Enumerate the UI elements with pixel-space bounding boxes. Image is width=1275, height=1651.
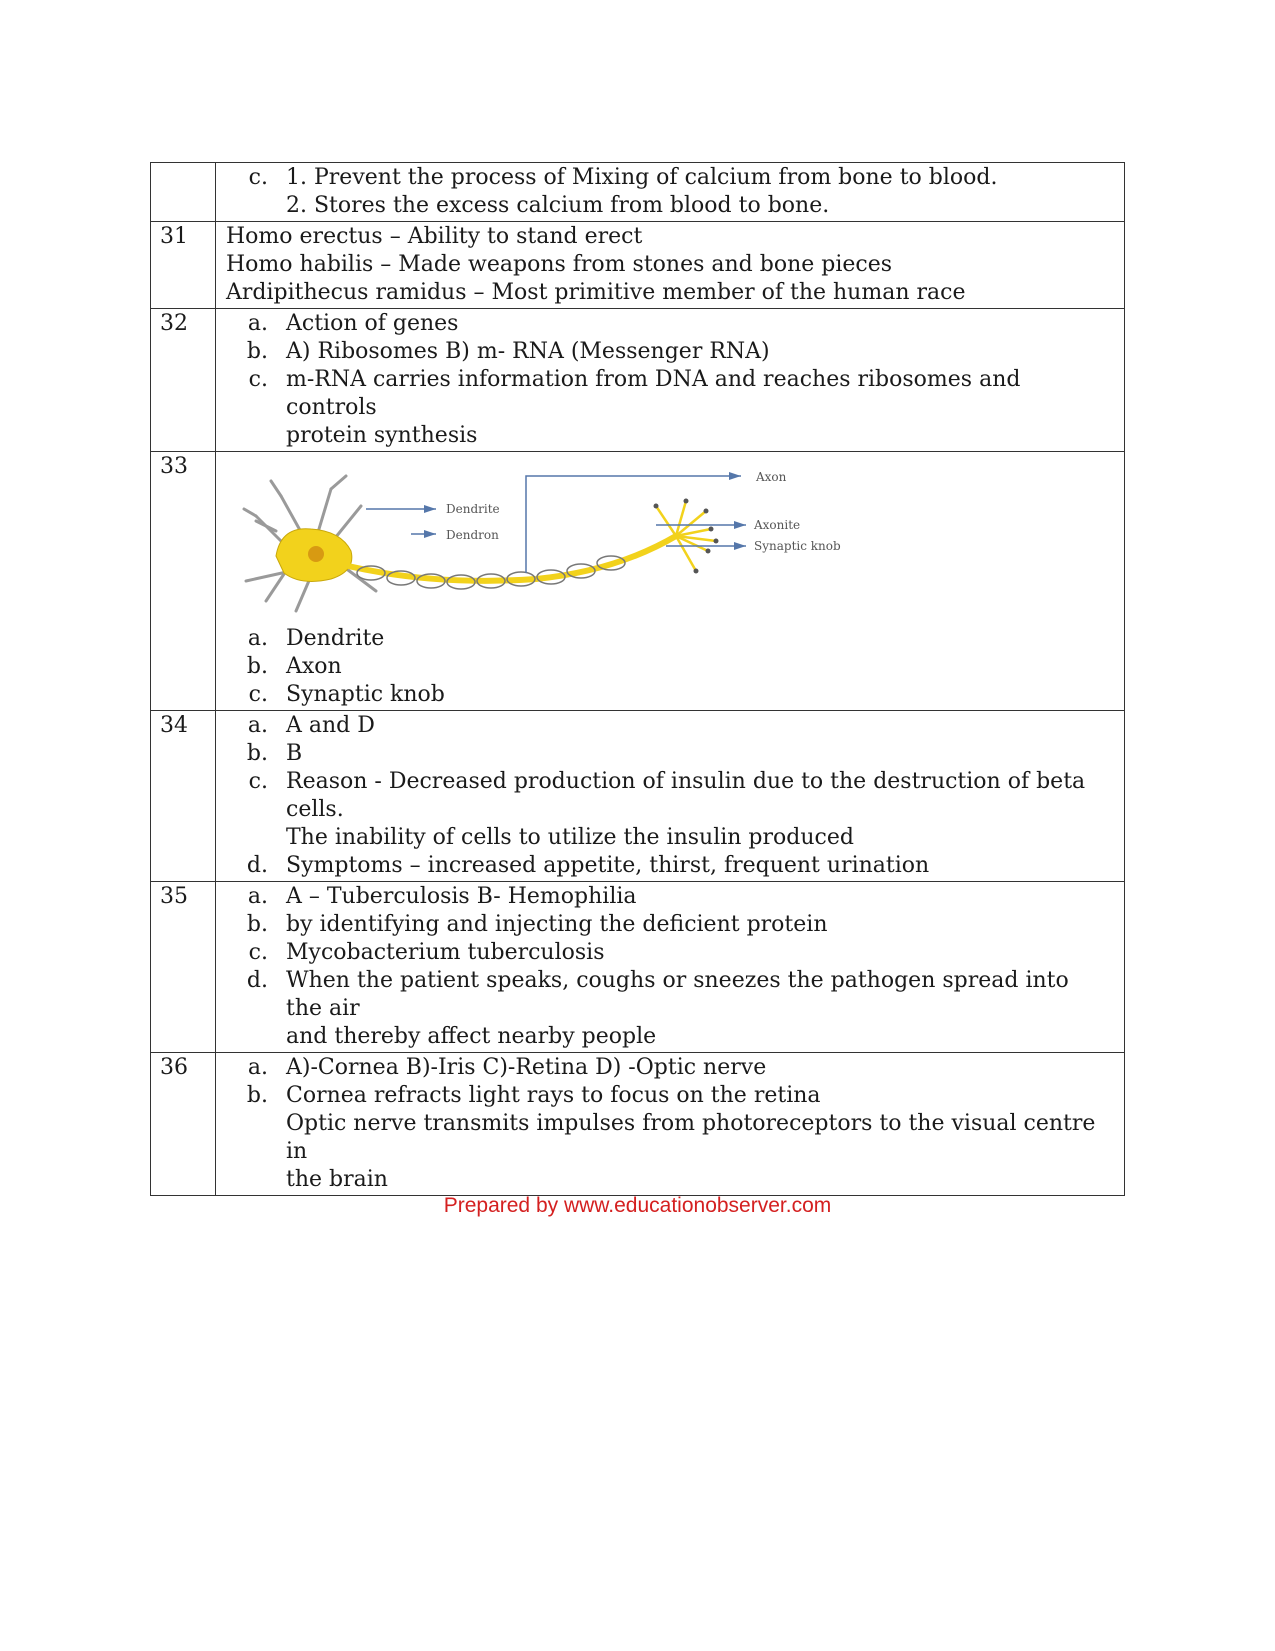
synaptic-knob-dot	[694, 569, 699, 574]
question-number: 36	[151, 1053, 216, 1196]
answer-row	[151, 163, 1125, 222]
label-dendrite: Dendrite	[446, 502, 500, 516]
answer-content	[216, 222, 1125, 309]
answer-item	[216, 1082, 1124, 1110]
item-text: Symptoms – increased appetite, thirst, frequent urination	[286, 853, 930, 878]
answer-content	[216, 163, 1125, 222]
item-marker: c.	[248, 367, 268, 392]
answer-item	[216, 939, 1124, 967]
question-number: 31	[151, 222, 216, 309]
item-marker: b.	[246, 654, 268, 679]
item-text: 2. Stores the excess calcium from blood to bone.	[286, 193, 830, 218]
answer-item	[216, 625, 1124, 653]
item-text: Axon	[286, 654, 342, 679]
dendron-arrow-head	[424, 530, 436, 538]
item-marker	[216, 422, 286, 450]
answer-row	[151, 222, 1125, 309]
item-text: by identifying and injecting the deficient protein	[286, 912, 828, 937]
item-marker: a.	[247, 626, 268, 651]
item-text: Action of genes	[286, 311, 459, 336]
synaptic-knob-dot	[706, 549, 711, 554]
item-text: Mycobacterium tuberculosis	[286, 940, 605, 965]
dendrite-branch	[244, 509, 256, 516]
item-text: Cornea refracts light rays to focus on the retina	[286, 1083, 821, 1108]
item-text: The inability of cells to utilize the insulin produced	[286, 825, 854, 850]
label-dendron: Dendron	[446, 528, 499, 542]
answer-line: Homo habilis – Made weapons from stones and bone pieces	[226, 252, 893, 277]
item-text: A) Ribosomes B) m- RNA (Messenger RNA)	[286, 339, 770, 364]
answer-item	[216, 768, 1124, 824]
answer-item	[216, 1166, 1124, 1194]
answer-row	[151, 711, 1125, 882]
item-text: A and D	[286, 713, 375, 738]
answer-item	[216, 712, 1124, 740]
item-marker: c.	[248, 940, 268, 965]
item-marker	[216, 1023, 286, 1051]
item-marker	[216, 1110, 286, 1166]
item-marker: b.	[246, 339, 268, 364]
item-text: A – Tuberculosis B- Hemophilia	[286, 884, 637, 909]
answer-item	[216, 1110, 1124, 1166]
item-marker: a.	[247, 1055, 268, 1080]
item-marker: c.	[248, 682, 268, 707]
item-text: m-RNA carries information from DNA and reaches ribosomes and controls	[286, 367, 1021, 420]
item-text: Synaptic knob	[286, 682, 445, 707]
axonite-arrow-head	[734, 521, 746, 529]
item-marker: a.	[247, 713, 268, 738]
item-marker	[216, 192, 286, 220]
synaptic-knob-dot	[709, 527, 714, 532]
item-text: B	[286, 741, 303, 766]
answer-content	[216, 882, 1125, 1053]
answer-row	[151, 1053, 1125, 1196]
question-number: 32	[151, 309, 216, 452]
synaptic-knob-dot	[714, 539, 719, 544]
answer-item	[216, 338, 1124, 366]
question-number	[151, 163, 216, 222]
answer-item	[216, 366, 1124, 422]
answer-row	[151, 309, 1125, 452]
answer-item	[216, 422, 1124, 450]
synaptic-knob-dot	[684, 499, 689, 504]
synaptic-knob-dot	[654, 504, 659, 509]
item-marker: b.	[246, 1083, 268, 1108]
answer-content	[216, 1053, 1125, 1196]
item-marker: a.	[247, 311, 268, 336]
answer-item	[216, 967, 1124, 1023]
answer-item	[216, 740, 1124, 768]
item-marker: b.	[246, 912, 268, 937]
answer-item	[216, 883, 1124, 911]
item-text: Reason - Decreased production of insulin due to the destruction of beta cells.	[286, 769, 1086, 822]
item-text: 1. Prevent the process of Mixing of calcium from bone to blood.	[286, 165, 998, 190]
item-text: and thereby affect nearby people	[286, 1024, 657, 1049]
item-text: When the patient speaks, coughs or sneezes the pathogen spread into the air	[286, 968, 1069, 1021]
answer-table	[150, 162, 1125, 1196]
axonite-branch	[656, 506, 676, 536]
answer-content	[216, 309, 1125, 452]
dendrite-branch	[256, 521, 276, 531]
item-text: Dendrite	[286, 626, 385, 651]
axon-arrow-head	[729, 472, 741, 480]
item-text: protein synthesis	[286, 423, 478, 448]
dendrite-branch	[271, 481, 281, 496]
label-synaptic-knob: Synaptic knob	[754, 539, 841, 553]
neuron-diagram	[236, 461, 876, 621]
item-marker	[216, 1166, 286, 1194]
label-axonite: Axonite	[754, 518, 801, 532]
question-number: 33	[151, 452, 216, 711]
answer-row	[151, 452, 1125, 711]
item-marker: b.	[246, 741, 268, 766]
item-marker: d.	[246, 853, 268, 878]
answer-row	[151, 882, 1125, 1053]
item-text: A)-Cornea B)-Iris C)-Retina D) -Optic nerve	[286, 1055, 767, 1080]
dendrite-arrow-head	[424, 505, 436, 513]
answer-item	[216, 852, 1124, 880]
question-number: 34	[151, 711, 216, 882]
answer-item	[216, 911, 1124, 939]
answer-item	[216, 164, 1124, 192]
answer-item	[216, 192, 1124, 220]
answer-content	[216, 711, 1125, 882]
synaptic-knob-dot	[704, 509, 709, 514]
item-text: the brain	[286, 1167, 388, 1192]
item-marker	[216, 824, 286, 852]
item-text: Optic nerve transmits impulses from photoreceptors to the visual centre in	[286, 1111, 1096, 1164]
item-marker: d.	[246, 968, 268, 993]
synaptic-knob-arrow-head	[734, 542, 746, 550]
answer-item	[216, 653, 1124, 681]
item-marker: a.	[247, 884, 268, 909]
item-marker: c.	[248, 165, 268, 190]
question-number: 35	[151, 882, 216, 1053]
answer-item	[216, 1023, 1124, 1051]
nucleus	[308, 546, 324, 562]
answer-item	[216, 1054, 1124, 1082]
footer-credit: Prepared by www.educationobserver.com	[443, 1194, 832, 1217]
answer-content	[216, 452, 1125, 711]
answer-item	[216, 681, 1124, 709]
answer-line: Homo erectus – Ability to stand erect	[226, 224, 643, 249]
dendrite-branch	[331, 476, 346, 489]
item-marker: c.	[248, 769, 268, 794]
answer-line: Ardipithecus ramidus – Most primitive member of the human race	[226, 280, 966, 305]
label-axon: Axon	[756, 470, 787, 484]
answer-item	[216, 824, 1124, 852]
answer-item	[216, 310, 1124, 338]
